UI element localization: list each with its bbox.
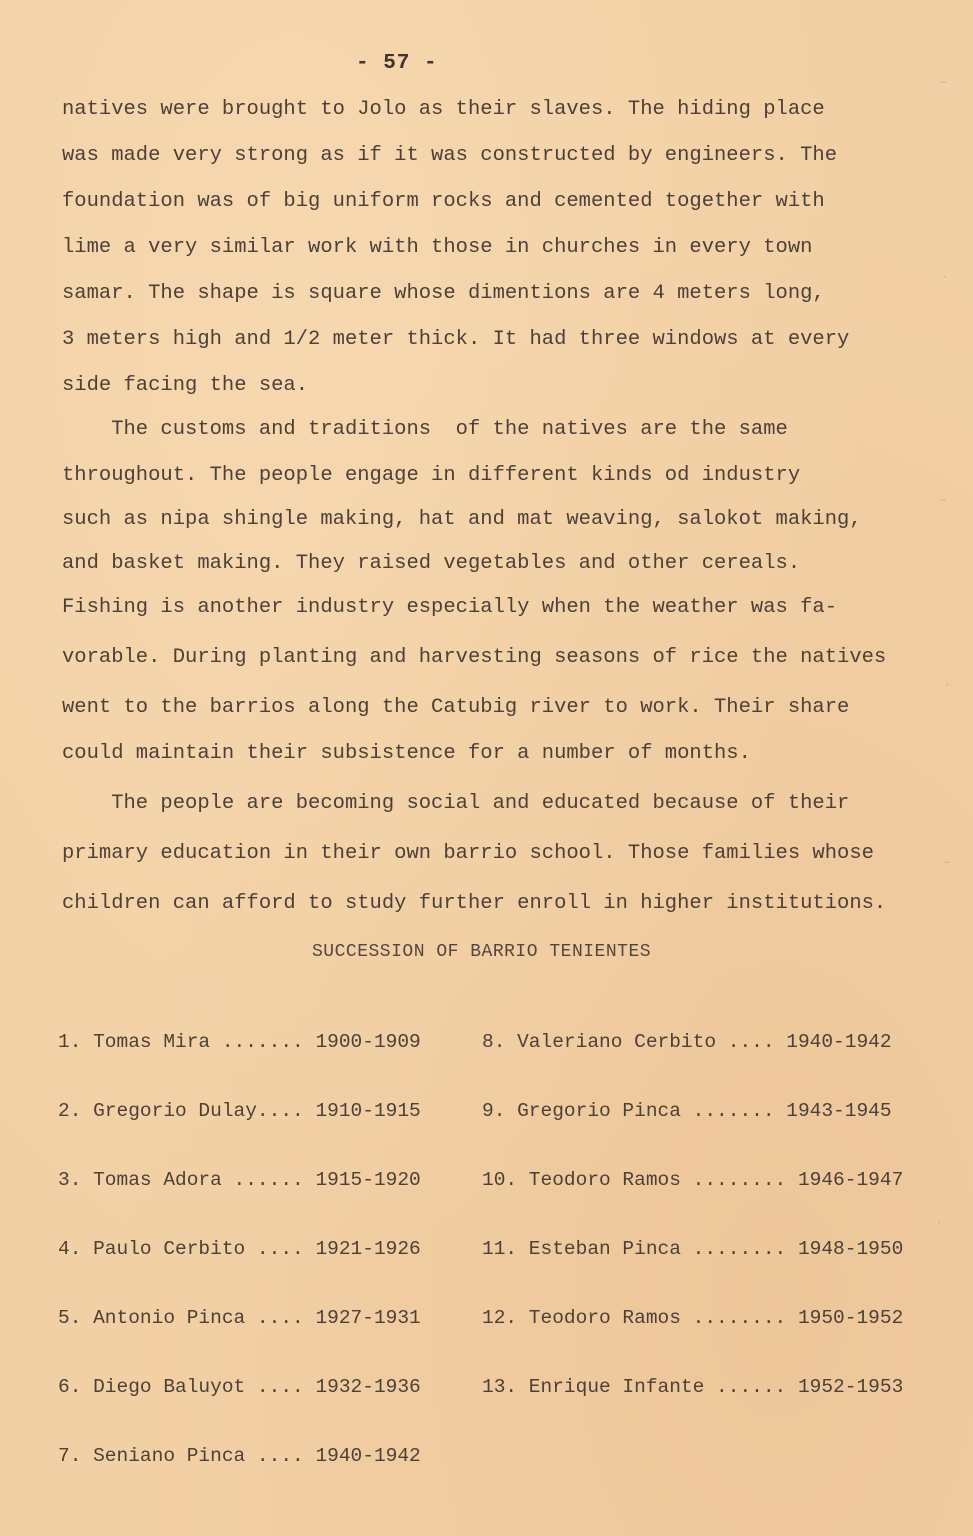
list-item: 2. Gregorio Dulay.... 1910-1915 xyxy=(58,1100,421,1122)
text-line: vorable. During planting and harvesting seasons of rice the natives xyxy=(62,646,887,669)
text-line: throughout. The people engage in different kinds od industry xyxy=(62,464,801,487)
list-item: 8. Valeriano Cerbito .... 1940-1942 xyxy=(482,1031,892,1053)
text-line: 3 meters high and 1/2 meter thick. It had three windows at every xyxy=(62,328,850,351)
margin-smudge: · xyxy=(936,1218,943,1230)
list-item: 1. Tomas Mira ....... 1900-1909 xyxy=(58,1031,421,1053)
text-line: was made very strong as if it was constructed by engineers. The xyxy=(62,144,838,167)
margin-smudge: ~ xyxy=(944,858,951,870)
list-item: 5. Antonio Pinca .... 1927-1931 xyxy=(58,1307,421,1329)
text-line: The customs and traditions of the natives are the same xyxy=(62,418,788,441)
text-line: Fishing is another industry especially when the weather was fa- xyxy=(62,596,838,619)
list-item: 12. Teodoro Ramos ........ 1950-1952 xyxy=(482,1307,904,1329)
margin-smudge: ~ xyxy=(940,496,947,508)
tenientes-list-right xyxy=(482,986,903,1444)
tenientes-list-left xyxy=(58,986,421,1513)
text-line: samar. The shape is square whose dimentions are 4 meters long, xyxy=(62,282,825,305)
text-line: primary education in their own barrio school. Those families whose xyxy=(62,842,874,865)
text-line: children can afford to study further enroll in higher institutions. xyxy=(62,892,887,915)
section-heading: SUCCESSION OF BARRIO TENIENTES xyxy=(312,942,652,962)
text-line: such as nipa shingle making, hat and mat weaving, salokot making, xyxy=(62,508,862,531)
text-line: foundation was of big uniform rocks and cemented together with xyxy=(62,190,825,213)
list-item: 4. Paulo Cerbito .... 1921-1926 xyxy=(58,1238,421,1260)
margin-smudge: ~ xyxy=(940,78,947,90)
list-item: 13. Enrique Infante ...... 1952-1953 xyxy=(482,1376,904,1398)
text-line: went to the barrios along the Catubig river to work. Their share xyxy=(62,696,850,719)
text-line: The people are becoming social and educated because of their xyxy=(62,792,850,815)
list-item: 3. Tomas Adora ...... 1915-1920 xyxy=(58,1169,421,1191)
list-item: 11. Esteban Pinca ........ 1948-1950 xyxy=(482,1238,904,1260)
list-item: 10. Teodoro Ramos ........ 1946-1947 xyxy=(482,1169,904,1191)
list-item: 7. Seniano Pinca .... 1940-1942 xyxy=(58,1445,421,1467)
list-item: 9. Gregorio Pinca ....... 1943-1945 xyxy=(482,1100,892,1122)
list-item: 6. Diego Baluyot .... 1932-1936 xyxy=(58,1376,421,1398)
text-line: could maintain their subsistence for a number of months. xyxy=(62,742,751,765)
margin-smudge: · xyxy=(942,272,949,284)
text-line: and basket making. They raised vegetables and other cereals. xyxy=(62,552,801,575)
text-line: side facing the sea. xyxy=(62,374,309,397)
page-number: - 57 - xyxy=(356,52,438,75)
text-line: natives were brought to Jolo as their slaves. The hiding place xyxy=(62,98,825,121)
margin-smudge: · xyxy=(944,680,951,692)
text-line: lime a very similar work with those in churches in every town xyxy=(62,236,813,259)
